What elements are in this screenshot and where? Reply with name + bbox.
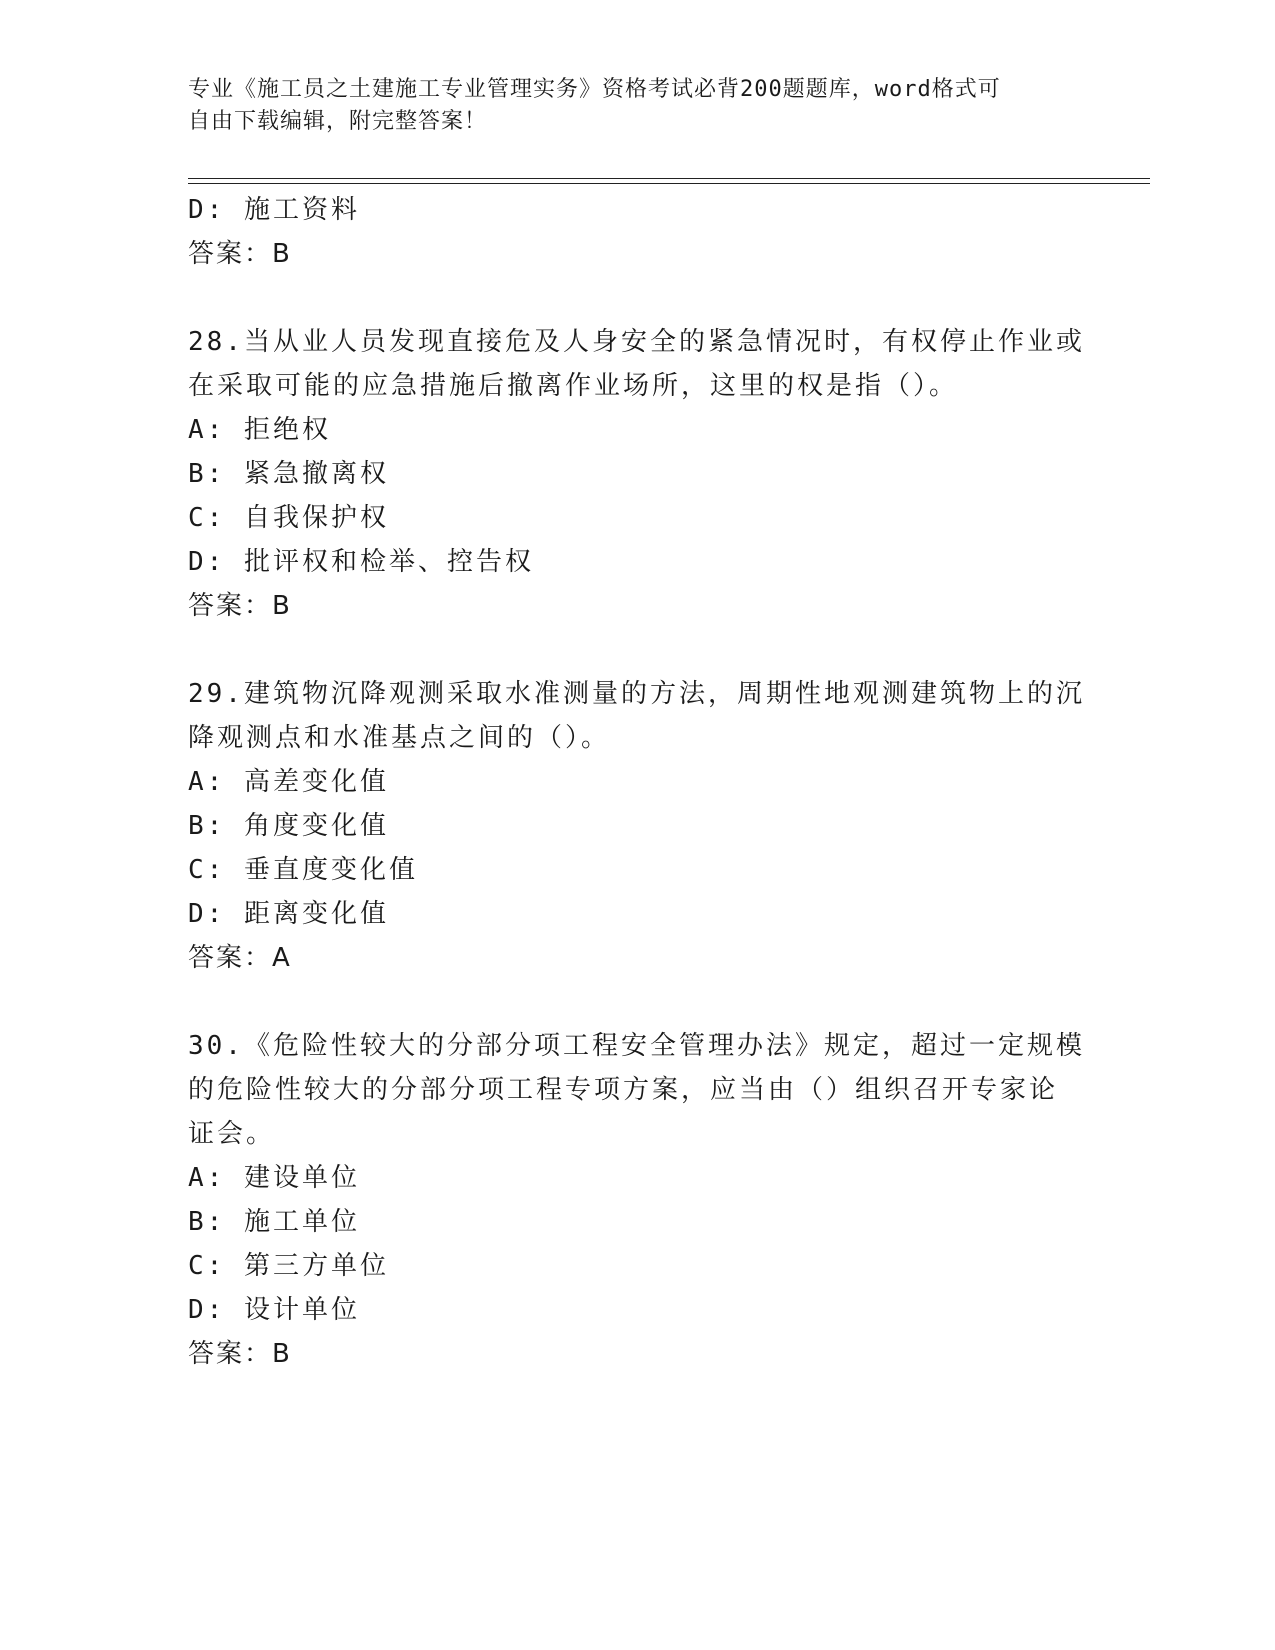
q28-option-a: A: 拒绝权 [188, 415, 331, 445]
q30-stem-line-2: 的危险性较大的分部分项工程专项方案，应当由（）组织召开专家论 [188, 1075, 1059, 1105]
q29-stem-line-2: 降观测点和水准基点之间的（）。 [188, 723, 611, 753]
header-divider-bottom [188, 183, 1150, 184]
q30-option-c: C: 第三方单位 [188, 1251, 389, 1281]
header-line-1: 专业《施工员之土建施工专业管理实务》资格考试必背200题题库，word格式可 [188, 77, 1001, 102]
q29-answer: 答案：A [188, 943, 292, 973]
q30-stem-line-3: 证会。 [188, 1119, 276, 1149]
q30-option-a: A: 建设单位 [188, 1163, 360, 1193]
prev-answer: 答案：B [188, 239, 292, 269]
q30-stem-line-1: 30.《危险性较大的分部分项工程安全管理办法》规定，超过一定规模 [188, 1031, 1085, 1061]
q29-option-b: B: 角度变化值 [188, 811, 389, 841]
q29-option-a: A: 高差变化值 [188, 767, 389, 797]
q28-option-c: C: 自我保护权 [188, 503, 389, 533]
q29-option-c: C: 垂直度变化值 [188, 855, 418, 885]
q28-stem-line-1: 28.当从业人员发现直接危及人身安全的紧急情况时，有权停止作业或 [188, 327, 1085, 357]
q28-stem-line-2: 在采取可能的应急措施后撤离作业场所，这里的权是指（）。 [188, 371, 959, 401]
q29-stem-line-1: 29.建筑物沉降观测采取水准测量的方法，周期性地观测建筑物上的沉 [188, 679, 1085, 709]
document-header [188, 74, 1068, 138]
prev-option-d: D: 施工资料 [188, 195, 360, 225]
q30-option-b: B: 施工单位 [188, 1207, 360, 1237]
header-line-2: 自由下载编辑，附完整答案！ [188, 109, 488, 134]
q30-option-d: D: 设计单位 [188, 1295, 360, 1325]
q29-option-d: D: 距离变化值 [188, 899, 389, 929]
q28-option-b: B: 紧急撤离权 [188, 459, 389, 489]
q28-option-d: D: 批评权和检举、控告权 [188, 547, 534, 577]
q30-answer: 答案：B [188, 1339, 292, 1369]
q28-answer: 答案：B [188, 591, 292, 621]
header-divider-top [188, 178, 1150, 179]
